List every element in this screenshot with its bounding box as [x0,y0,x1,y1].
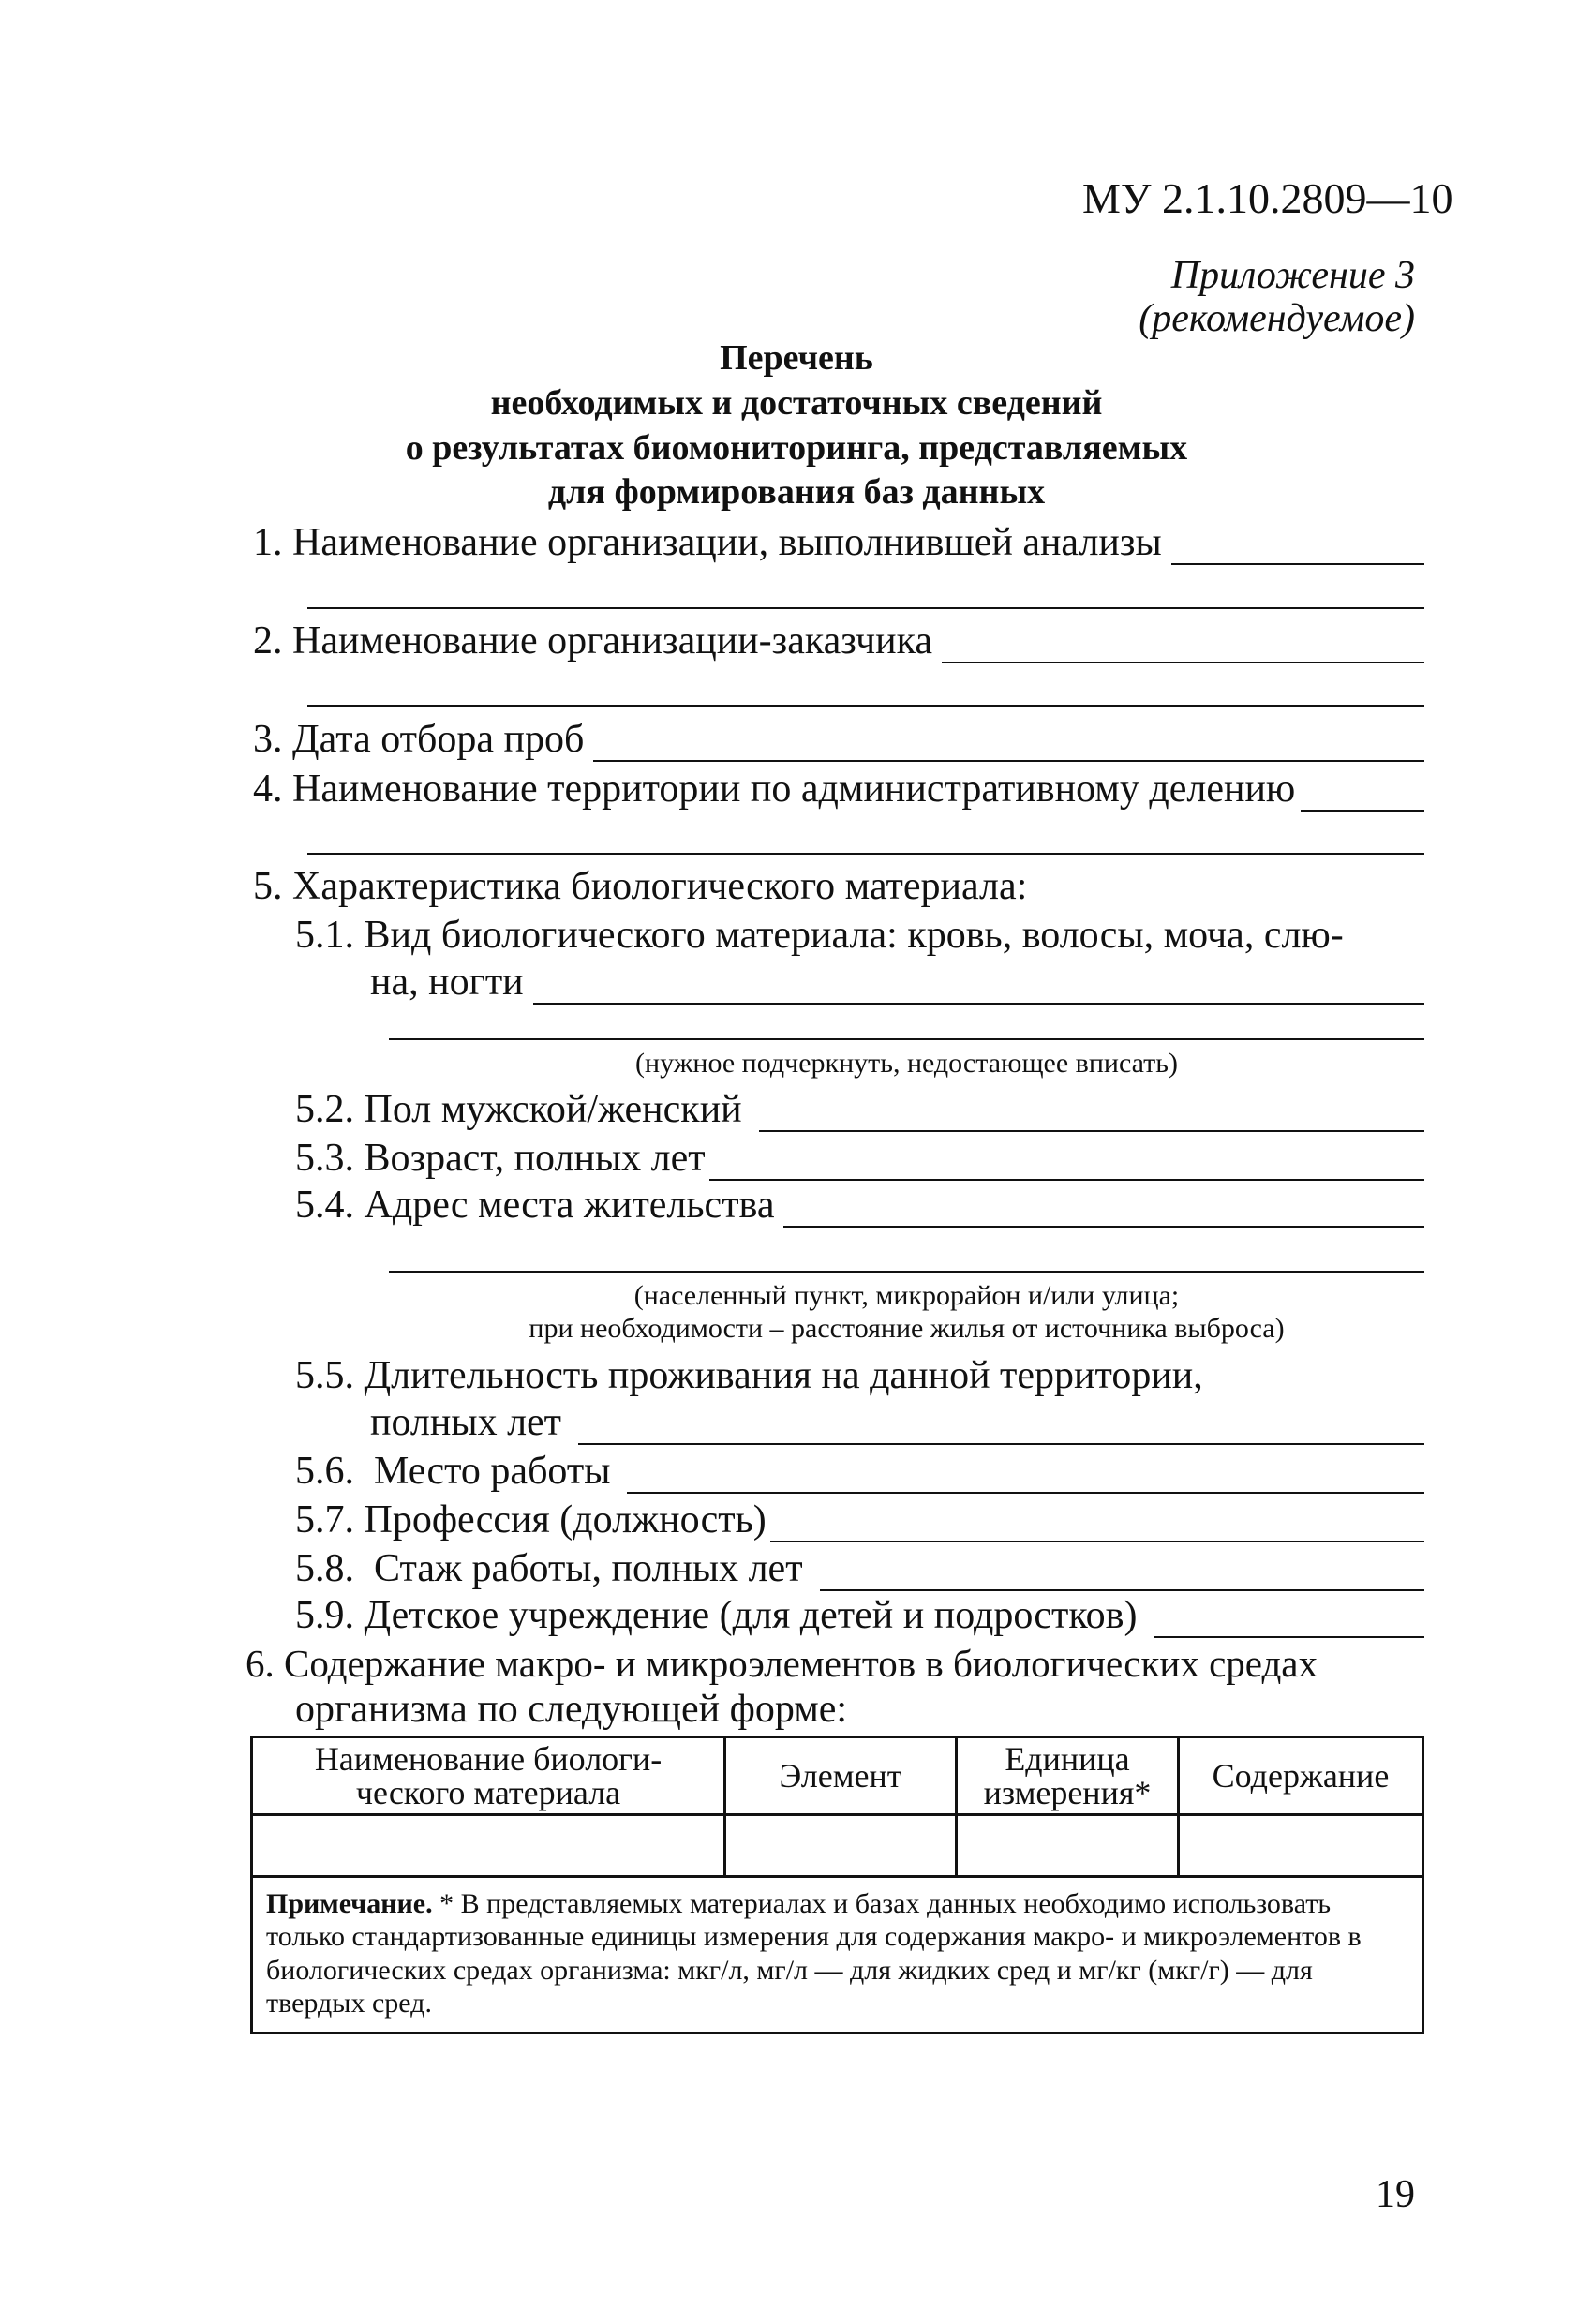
cell-biomaterial[interactable] [252,1815,725,1877]
item-3-field[interactable] [593,728,1424,762]
table-note [252,1877,1423,2034]
item-5-6-field[interactable] [627,1460,1424,1494]
item-1-label: 1. Наименование организации, выполнившей анализы [253,521,1162,564]
item-5-5-line-1 [295,1353,1424,1398]
item-6-label: 6. Содержание макро- и микроэлементов в биологических средах [246,1642,1318,1685]
item-6-line-2 [295,1687,1424,1732]
item-3 [253,717,1424,762]
item-4 [253,767,1424,812]
item-5-9-label: 5.9. Детское учреждение (для детей и подростков) [295,1594,1138,1637]
item-2-label: 2. Наименование организации-заказчика [253,619,933,663]
table-header-row [252,1737,1423,1815]
note-label: Примечание. [266,1888,433,1919]
table-row [252,1815,1423,1877]
item-5-1-field-line-2[interactable] [389,1038,1424,1040]
item-6-label-cont: организма по следующей форме: [295,1688,848,1731]
item-5-1-hint: (нужное подчеркнуть, недостающее вписать) [635,1048,1178,1079]
item-5-8-field[interactable] [820,1557,1424,1591]
item-5-6 [295,1449,1424,1494]
table-note-row [252,1877,1423,2034]
item-2-field-line-2[interactable] [307,705,1424,707]
item-6-line-1 [246,1641,1424,1686]
item-4-label: 4. Наименование территории по административному делению [253,767,1296,811]
header-biomaterial: Наименование биологи- ческого материала [252,1737,725,1815]
item-5-3 [295,1136,1424,1181]
cell-content[interactable] [1179,1815,1423,1877]
item-5-6-label: 5.6. Место работы [295,1450,611,1493]
item-5-4-label: 5.4. Адрес места жительства [295,1184,775,1227]
item-5-4 [295,1183,1424,1228]
item-5-3-field[interactable] [709,1147,1424,1181]
item-5-1-label: 5.1. Вид биологического материала: кровь, волосы, моча, слю- [295,914,1344,957]
elements-form-table [250,1736,1424,2034]
item-5-4-field[interactable] [783,1194,1424,1228]
cell-element[interactable] [725,1815,957,1877]
title-line-1: Перечень [720,338,873,378]
title-line-3: о результатах биомониторинга, представляемых [405,428,1188,468]
item-5-9 [295,1593,1424,1638]
item-5-1-label-cont: на, ногти [370,961,524,1004]
item-5-7 [295,1497,1424,1542]
header-element: Элемент [725,1737,957,1815]
item-1-field-line-2[interactable] [307,607,1424,609]
item-5-1-field[interactable] [533,971,1424,1005]
item-5-5-label: 5.5. Длительность проживания на данной территории, [295,1354,1203,1397]
item-2-field[interactable] [942,630,1424,663]
item-5-label: 5. Характеристика биологического материала: [253,865,1028,908]
note-text: * В представляемых материалах и базах данных необходимо использовать только стандартизованные единицы измерения для содержания макро- и микроэлементов в биологических средах организма: мкг/л, мг/л — для жидких сред и мг/кг (мкг/г) — для твердых сред. [266,1888,1362,2019]
header-content: Содержание [1179,1737,1423,1815]
appendix-label: Приложение 3 [1170,254,1415,297]
item-5-8-label: 5.8. Стаж работы, полных лет [295,1547,803,1590]
item-5-4-field-line-2[interactable] [389,1271,1424,1273]
item-5-2 [295,1087,1424,1132]
item-5-7-field[interactable] [770,1509,1424,1542]
item-4-field[interactable] [1301,778,1424,812]
item-5-1-line-2 [370,960,1424,1005]
item-4-field-line-2[interactable] [307,853,1424,855]
item-1-field[interactable] [1171,531,1424,565]
item-5-2-label: 5.2. Пол мужской/женский [295,1088,742,1131]
title-line-2: необходимых и достаточных сведений [490,383,1103,423]
cell-unit[interactable] [957,1815,1179,1877]
page-number: 19 [1376,2173,1415,2216]
appendix-status: (рекомендуемое) [1139,297,1415,340]
item-5-8 [295,1546,1424,1591]
item-5-1-line-1 [295,913,1424,958]
title-line-4: для формирования баз данных [547,472,1046,512]
item-5-3-label: 5.3. Возраст, полных лет [295,1137,706,1180]
header-unit: Единица измерения* [957,1737,1179,1815]
item-5-5-label-cont: полных лет [370,1401,562,1444]
item-5-5-field[interactable] [578,1411,1424,1445]
item-2 [253,618,1424,663]
item-5-4-hint-2: при необходимости – расстояние жилья от источника выброса) [529,1313,1285,1344]
item-5-7-label: 5.7. Профессия (должность) [295,1498,767,1542]
document-code: МУ 2.1.10.2809—10 [1082,174,1453,222]
item-3-label: 3. Дата отбора проб [253,718,585,761]
item-5-9-field[interactable] [1154,1604,1425,1638]
item-1 [253,520,1424,565]
item-5-4-hint-1: (населенный пункт, микрорайон и/или улица; [633,1280,1180,1311]
item-5-2-field[interactable] [759,1098,1424,1132]
item-5 [253,864,1424,909]
item-5-5-line-2 [370,1400,1424,1445]
